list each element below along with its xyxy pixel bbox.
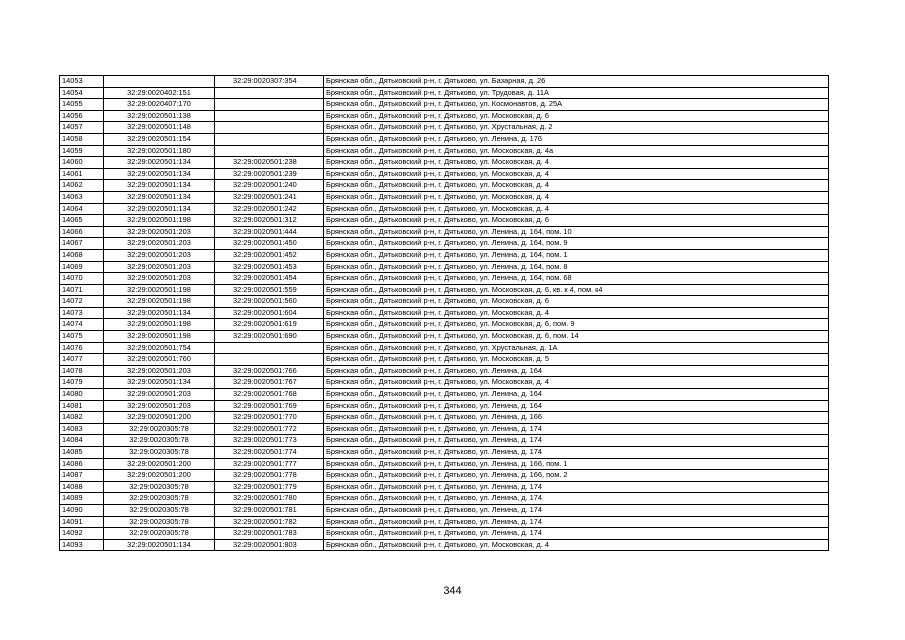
- parent-cadastral-number-cell: 32:29:0020501:198: [104, 215, 215, 227]
- parent-cadastral-number-cell: 32:29:0020501:134: [104, 377, 215, 389]
- parent-cadastral-number-cell: 32:29:0020501:180: [104, 145, 215, 157]
- table-row: [60, 238, 829, 250]
- parent-cadastral-number-cell: 32:29:0020501:203: [104, 389, 215, 401]
- address-cell: Брянская обл., Дятьковский р-н, г. Дятьково, ул. Ленина, д. 174: [324, 447, 829, 459]
- table-row: [60, 191, 829, 203]
- parent-cadastral-number-cell: 32:29:0020501:134: [104, 191, 215, 203]
- cadastral-number-cell: 32:29:0020501:312: [215, 215, 324, 227]
- cadastral-number-cell: 32:29:0020501:779: [215, 481, 324, 493]
- row-number-cell: 14080: [60, 389, 104, 401]
- parent-cadastral-number-cell: 32:29:0020501:198: [104, 319, 215, 331]
- address-cell: Брянская обл., Дятьковский р-н, г. Дятьково, ул. Ленина, д. 166, пом. 2: [324, 470, 829, 482]
- address-cell: Брянская обл., Дятьковский р-н, г. Дятьково, ул. Московская, д. 4: [324, 203, 829, 215]
- table-row: [60, 273, 829, 285]
- table-body: [60, 76, 829, 551]
- address-cell: Брянская обл., Дятьковский р-н, г. Дятьково, ул. Хрустальная, д. 2: [324, 122, 829, 134]
- parent-cadastral-number-cell: 32:29:0020501:200: [104, 412, 215, 424]
- address-cell: Брянская обл., Дятьковский р-н, г. Дятьково, ул. Ленина, д. 166: [324, 412, 829, 424]
- table-row: [60, 493, 829, 505]
- address-cell: Брянская обл., Дятьковский р-н, г. Дятьково, ул. Базарная, д. 26: [324, 76, 829, 88]
- cadastral-number-cell: [215, 110, 324, 122]
- address-cell: Брянская обл., Дятьковский р-н, г. Дятьково, ул. Московская, д. 4: [324, 191, 829, 203]
- cadastral-number-cell: 32:29:0020501:770: [215, 412, 324, 424]
- address-cell: Брянская обл., Дятьковский р-н, г. Дятьково, ул. Московская, д. 4: [324, 168, 829, 180]
- table-row: [60, 215, 829, 227]
- row-number-cell: 14091: [60, 516, 104, 528]
- parent-cadastral-number-cell: 32:29:0020501:198: [104, 331, 215, 343]
- table-row: [60, 470, 829, 482]
- address-cell: Брянская обл., Дятьковский р-н, г. Дятьково, ул. Ленина, д. 174: [324, 504, 829, 516]
- row-number-cell: 14089: [60, 493, 104, 505]
- parent-cadastral-number-cell: 32:29:0020402:151: [104, 87, 215, 99]
- row-number-cell: 14053: [60, 76, 104, 88]
- row-number-cell: 14092: [60, 528, 104, 540]
- cadastral-number-cell: [215, 87, 324, 99]
- cadastral-number-cell: 32:29:0020501:604: [215, 307, 324, 319]
- cadastral-number-cell: 32:29:0020501:444: [215, 226, 324, 238]
- row-number-cell: 14073: [60, 307, 104, 319]
- table-row: [60, 87, 829, 99]
- row-number-cell: 14083: [60, 423, 104, 435]
- table-row: [60, 447, 829, 459]
- address-cell: Брянская обл., Дятьковский р-н, г. Дятьково, ул. Ленина, д. 174: [324, 435, 829, 447]
- address-cell: Брянская обл., Дятьковский р-н, г. Дятьково, ул. Ленина, д. 174: [324, 481, 829, 493]
- table-row: [60, 342, 829, 354]
- cadastral-number-cell: 32:29:0020501:452: [215, 249, 324, 261]
- cadastral-number-cell: 32:29:0020501:766: [215, 365, 324, 377]
- address-cell: Брянская обл., Дятьковский р-н, г. Дятьково, ул. Московская, д. 6: [324, 215, 829, 227]
- document-page: [59, 75, 828, 551]
- address-cell: Брянская обл., Дятьковский р-н, г. Дятьково, ул. Московская, д. 4: [324, 539, 829, 551]
- address-cell: Брянская обл., Дятьковский р-н, г. Дятьково, ул. Ленина, д. 174: [324, 516, 829, 528]
- address-cell: Брянская обл., Дятьковский р-н, г. Дятьково, ул. Ленина, д. 164, пом. 1: [324, 249, 829, 261]
- table-row: [60, 110, 829, 122]
- parent-cadastral-number-cell: 32:29:0020501:203: [104, 226, 215, 238]
- table-row: [60, 133, 829, 145]
- cadastral-number-cell: 32:29:0020501:768: [215, 389, 324, 401]
- table-row: [60, 296, 829, 308]
- cadastral-number-cell: 32:29:0020501:238: [215, 157, 324, 169]
- parent-cadastral-number-cell: 32:29:0020501:203: [104, 238, 215, 250]
- row-number-cell: 14087: [60, 470, 104, 482]
- address-cell: Брянская обл., Дятьковский р-н, г. Дятьково, ул. Московская, д. 6: [324, 110, 829, 122]
- row-number-cell: 14059: [60, 145, 104, 157]
- row-number-cell: 14079: [60, 377, 104, 389]
- address-cell: Брянская обл., Дятьковский р-н, г. Дятьково, ул. Ленина, д. 164: [324, 389, 829, 401]
- table-row: [60, 284, 829, 296]
- table-row: [60, 412, 829, 424]
- cadastral-number-cell: 32:29:0020501:619: [215, 319, 324, 331]
- address-cell: Брянская обл., Дятьковский р-н, г. Дятьково, ул. Ленина, д. 174: [324, 423, 829, 435]
- cadastral-number-cell: [215, 122, 324, 134]
- row-number-cell: 14060: [60, 157, 104, 169]
- parent-cadastral-number-cell: 32:29:0020501:134: [104, 307, 215, 319]
- row-number-cell: 14093: [60, 539, 104, 551]
- table-row: [60, 516, 829, 528]
- table-row: [60, 261, 829, 273]
- address-cell: Брянская обл., Дятьковский р-н, г. Дятьково, ул. Космонавтов, д. 25А: [324, 99, 829, 111]
- row-number-cell: 14058: [60, 133, 104, 145]
- parent-cadastral-number-cell: 32:29:0020501:198: [104, 296, 215, 308]
- row-number-cell: 14062: [60, 180, 104, 192]
- table-row: [60, 528, 829, 540]
- row-number-cell: 14066: [60, 226, 104, 238]
- parent-cadastral-number-cell: 32:29:0020305:78: [104, 516, 215, 528]
- table-row: [60, 365, 829, 377]
- table-row: [60, 435, 829, 447]
- row-number-cell: 14075: [60, 331, 104, 343]
- parent-cadastral-number-cell: 32:29:0020501:203: [104, 273, 215, 285]
- address-cell: Брянская обл., Дятьковский р-н, г. Дятьково, ул. Московская, д. 6, кв. к 4, пом. к4: [324, 284, 829, 296]
- cadastral-number-cell: 32:29:0020501:239: [215, 168, 324, 180]
- parent-cadastral-number-cell: 32:29:0020305:78: [104, 447, 215, 459]
- parent-cadastral-number-cell: 32:29:0020501:148: [104, 122, 215, 134]
- cadastral-number-cell: 32:29:0020501:772: [215, 423, 324, 435]
- parent-cadastral-number-cell: 32:29:0020501:134: [104, 539, 215, 551]
- address-cell: Брянская обл., Дятьковский р-н, г. Дятьково, ул. Хрустальная, д. 1А: [324, 342, 829, 354]
- parent-cadastral-number-cell: 32:29:0020501:203: [104, 261, 215, 273]
- row-number-cell: 14081: [60, 400, 104, 412]
- row-number-cell: 14084: [60, 435, 104, 447]
- row-number-cell: 14057: [60, 122, 104, 134]
- row-number-cell: 14055: [60, 99, 104, 111]
- row-number-cell: 14056: [60, 110, 104, 122]
- table-row: [60, 99, 829, 111]
- cadastral-number-cell: [215, 133, 324, 145]
- row-number-cell: 14069: [60, 261, 104, 273]
- parent-cadastral-number-cell: 32:29:0020407:170: [104, 99, 215, 111]
- cadastral-number-cell: [215, 342, 324, 354]
- table-row: [60, 481, 829, 493]
- cadastral-number-cell: 32:29:0020501:782: [215, 516, 324, 528]
- address-cell: Брянская обл., Дятьковский р-н, г. Дятьково, ул. Ленина, д. 164: [324, 365, 829, 377]
- address-cell: Брянская обл., Дятьковский р-н, г. Дятьково, ул. Ленина, д. 176: [324, 133, 829, 145]
- address-cell: Брянская обл., Дятьковский р-н, г. Дятьково, ул. Московская, д. 4: [324, 377, 829, 389]
- parent-cadastral-number-cell: 32:29:0020501:138: [104, 110, 215, 122]
- table-row: [60, 203, 829, 215]
- cadastral-number-cell: [215, 354, 324, 366]
- parent-cadastral-number-cell: 32:29:0020305:78: [104, 504, 215, 516]
- table-row: [60, 180, 829, 192]
- cadastral-number-cell: 32:29:0020501:781: [215, 504, 324, 516]
- parent-cadastral-number-cell: 32:29:0020501:754: [104, 342, 215, 354]
- parent-cadastral-number-cell: 32:29:0020501:154: [104, 133, 215, 145]
- parent-cadastral-number-cell: 32:29:0020501:134: [104, 180, 215, 192]
- table-row: [60, 331, 829, 343]
- cadastral-number-cell: 32:29:0020307:354: [215, 76, 324, 88]
- cadastral-number-cell: 32:29:0020501:453: [215, 261, 324, 273]
- table-row: [60, 226, 829, 238]
- row-number-cell: 14070: [60, 273, 104, 285]
- cadastral-number-cell: 32:29:0020501:242: [215, 203, 324, 215]
- cadastral-number-cell: 32:29:0020501:560: [215, 296, 324, 308]
- row-number-cell: 14076: [60, 342, 104, 354]
- table-row: [60, 319, 829, 331]
- table-row: [60, 400, 829, 412]
- cadastral-number-cell: 32:29:0020501:777: [215, 458, 324, 470]
- row-number-cell: 14064: [60, 203, 104, 215]
- row-number-cell: 14061: [60, 168, 104, 180]
- row-number-cell: 14054: [60, 87, 104, 99]
- table-row: [60, 145, 829, 157]
- cadastral-number-cell: 32:29:0020501:454: [215, 273, 324, 285]
- cadastral-number-cell: 32:29:0020501:778: [215, 470, 324, 482]
- address-cell: Брянская обл., Дятьковский р-н, г. Дятьково, ул. Ленина, д. 166, пом. 1: [324, 458, 829, 470]
- row-number-cell: 14072: [60, 296, 104, 308]
- row-number-cell: 14063: [60, 191, 104, 203]
- row-number-cell: 14068: [60, 249, 104, 261]
- parent-cadastral-number-cell: 32:29:0020501:203: [104, 249, 215, 261]
- parent-cadastral-number-cell: 32:29:0020501:203: [104, 400, 215, 412]
- table-row: [60, 168, 829, 180]
- parent-cadastral-number-cell: 32:29:0020501:134: [104, 157, 215, 169]
- table-row: [60, 354, 829, 366]
- row-number-cell: 14082: [60, 412, 104, 424]
- row-number-cell: 14078: [60, 365, 104, 377]
- table-row: [60, 458, 829, 470]
- cadastral-number-cell: 32:29:0020501:773: [215, 435, 324, 447]
- cadastral-number-cell: [215, 99, 324, 111]
- parent-cadastral-number-cell: 32:29:0020501:200: [104, 458, 215, 470]
- address-cell: Брянская обл., Дятьковский р-н, г. Дятьково, ул. Ленина, д. 164, пом. 68: [324, 273, 829, 285]
- table-row: [60, 157, 829, 169]
- cadastral-number-cell: 32:29:0020501:767: [215, 377, 324, 389]
- address-cell: Брянская обл., Дятьковский р-н, г. Дятьково, ул. Ленина, д. 174: [324, 493, 829, 505]
- address-cell: Брянская обл., Дятьковский р-н, г. Дятьково, ул. Трудовая, д. 11А: [324, 87, 829, 99]
- cadastral-number-cell: [215, 145, 324, 157]
- row-number-cell: 14088: [60, 481, 104, 493]
- address-cell: Брянская обл., Дятьковский р-н, г. Дятьково, ул. Московская, д. 4: [324, 180, 829, 192]
- property-table: [59, 75, 829, 551]
- address-cell: Брянская обл., Дятьковский р-н, г. Дятьково, ул. Московская, д. 5: [324, 354, 829, 366]
- address-cell: Брянская обл., Дятьковский р-н, г. Дятьково, ул. Московская, д. 6: [324, 296, 829, 308]
- parent-cadastral-number-cell: 32:29:0020305:78: [104, 423, 215, 435]
- parent-cadastral-number-cell: 32:29:0020501:200: [104, 470, 215, 482]
- row-number-cell: 14077: [60, 354, 104, 366]
- parent-cadastral-number-cell: 32:29:0020501:134: [104, 168, 215, 180]
- cadastral-number-cell: 32:29:0020501:774: [215, 447, 324, 459]
- table-row: [60, 504, 829, 516]
- address-cell: Брянская обл., Дятьковский р-н, г. Дятьково, ул. Ленина, д. 164, пом. 9: [324, 238, 829, 250]
- row-number-cell: 14085: [60, 447, 104, 459]
- address-cell: Брянская обл., Дятьковский р-н, г. Дятьково, ул. Московская, д. 4: [324, 307, 829, 319]
- parent-cadastral-number-cell: 32:29:0020305:78: [104, 493, 215, 505]
- table-row: [60, 423, 829, 435]
- table-row: [60, 389, 829, 401]
- address-cell: Брянская обл., Дятьковский р-н, г. Дятьково, ул. Ленина, д. 164, пом. 10: [324, 226, 829, 238]
- cadastral-number-cell: 32:29:0020501:240: [215, 180, 324, 192]
- parent-cadastral-number-cell: 32:29:0020305:78: [104, 528, 215, 540]
- address-cell: Брянская обл., Дятьковский р-н, г. Дятьково, ул. Московская, д. 4: [324, 157, 829, 169]
- table-row: [60, 307, 829, 319]
- parent-cadastral-number-cell: 32:29:0020501:198: [104, 284, 215, 296]
- address-cell: Брянская обл., Дятьковский р-н, г. Дятьково, ул. Московская, д. 6, пом. 14: [324, 331, 829, 343]
- address-cell: Брянская обл., Дятьковский р-н, г. Дятьково, ул. Московская, д. 4а: [324, 145, 829, 157]
- row-number-cell: 14074: [60, 319, 104, 331]
- row-number-cell: 14065: [60, 215, 104, 227]
- parent-cadastral-number-cell: [104, 76, 215, 88]
- address-cell: Брянская обл., Дятьковский р-н, г. Дятьково, ул. Ленина, д. 164: [324, 400, 829, 412]
- table-row: [60, 122, 829, 134]
- row-number-cell: 14071: [60, 284, 104, 296]
- cadastral-number-cell: 32:29:0020501:690: [215, 331, 324, 343]
- cadastral-number-cell: 32:29:0020501:803: [215, 539, 324, 551]
- row-number-cell: 14090: [60, 504, 104, 516]
- cadastral-number-cell: 32:29:0020501:783: [215, 528, 324, 540]
- parent-cadastral-number-cell: 32:29:0020501:760: [104, 354, 215, 366]
- address-cell: Брянская обл., Дятьковский р-н, г. Дятьково, ул. Московская, д. 6, пом. 9: [324, 319, 829, 331]
- table-row: [60, 539, 829, 551]
- parent-cadastral-number-cell: 32:29:0020501:203: [104, 365, 215, 377]
- table-row: [60, 249, 829, 261]
- table-row: [60, 76, 829, 88]
- row-number-cell: 14067: [60, 238, 104, 250]
- page-number: 344: [443, 585, 462, 597]
- parent-cadastral-number-cell: 32:29:0020305:78: [104, 481, 215, 493]
- cadastral-number-cell: 32:29:0020501:769: [215, 400, 324, 412]
- table-row: [60, 377, 829, 389]
- row-number-cell: 14086: [60, 458, 104, 470]
- address-cell: Брянская обл., Дятьковский р-н, г. Дятьково, ул. Ленина, д. 164, пом. 8: [324, 261, 829, 273]
- cadastral-number-cell: 32:29:0020501:450: [215, 238, 324, 250]
- cadastral-number-cell: 32:29:0020501:559: [215, 284, 324, 296]
- parent-cadastral-number-cell: 32:29:0020305:78: [104, 435, 215, 447]
- cadastral-number-cell: 32:29:0020501:780: [215, 493, 324, 505]
- cadastral-number-cell: 32:29:0020501:241: [215, 191, 324, 203]
- parent-cadastral-number-cell: 32:29:0020501:134: [104, 203, 215, 215]
- address-cell: Брянская обл., Дятьковский р-н, г. Дятьково, ул. Ленина, д. 174: [324, 528, 829, 540]
